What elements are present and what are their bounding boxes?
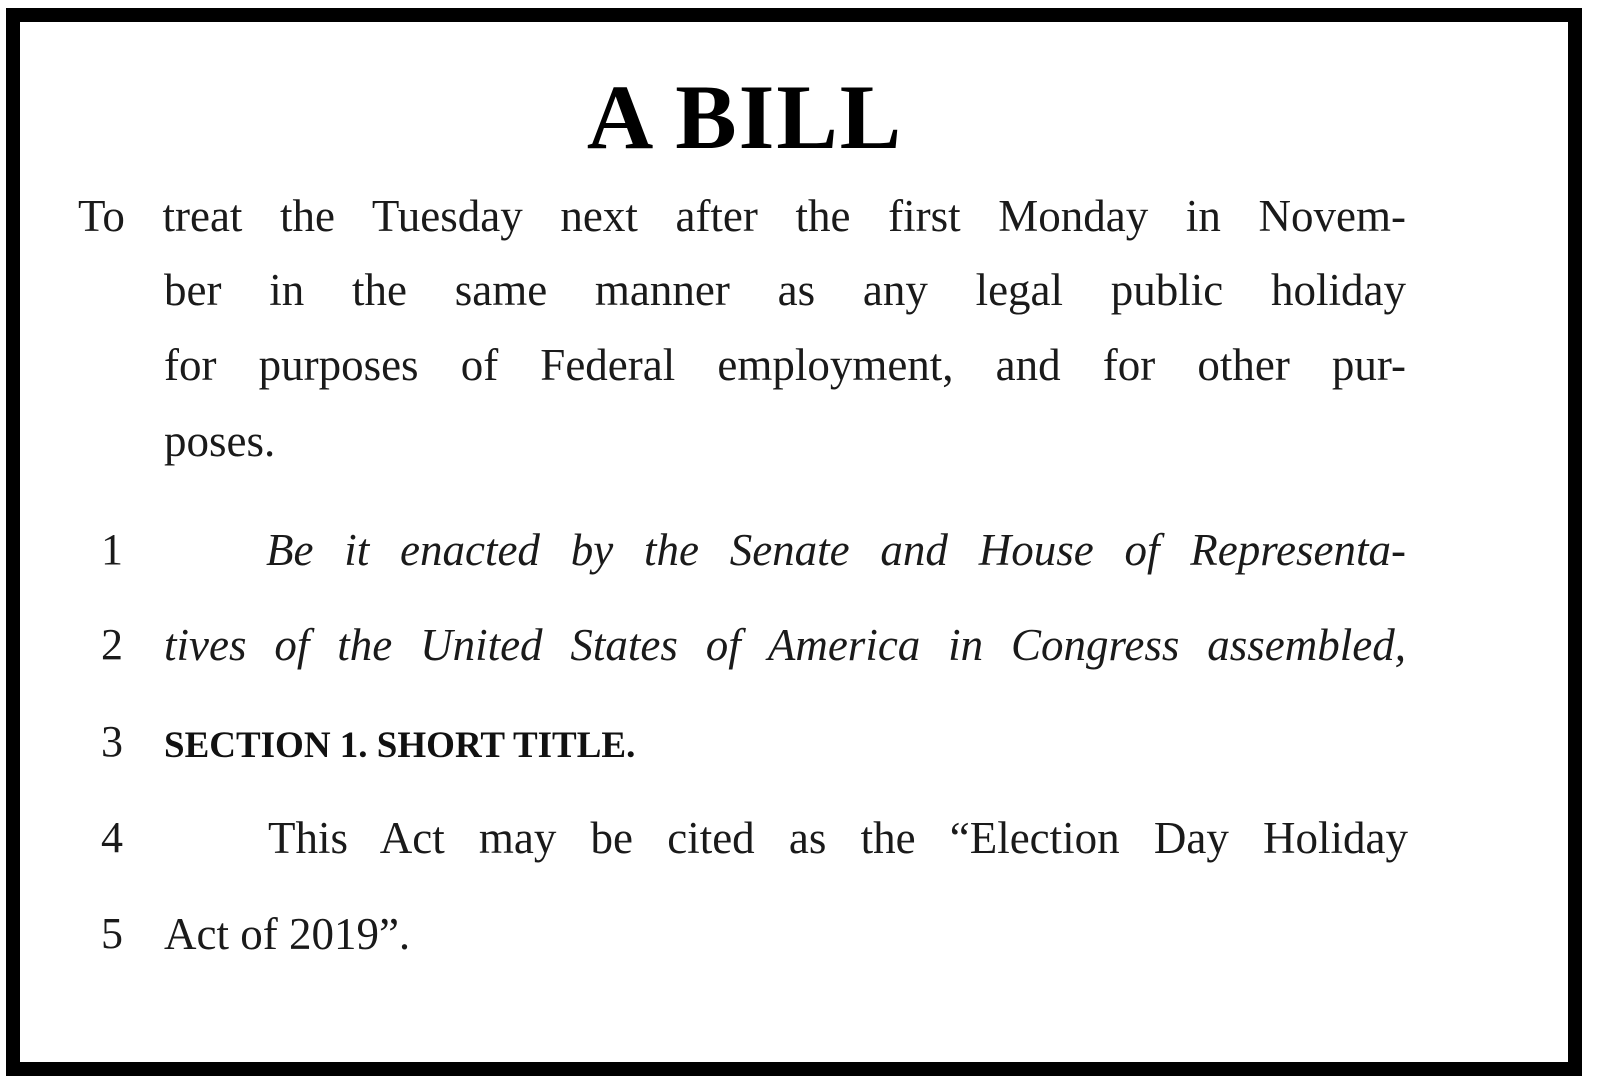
short-title-line-1: This Act may be cited as the “Election Day Holiday bbox=[268, 813, 1408, 863]
line-number: 4 bbox=[101, 813, 123, 862]
short-title-line-2: Act of 2019”. bbox=[164, 909, 411, 959]
bill-title: A BILL bbox=[586, 66, 904, 168]
line-number: 2 bbox=[101, 620, 123, 669]
purpose-line-4: poses. bbox=[164, 416, 276, 466]
line-number: 3 bbox=[101, 717, 123, 766]
purpose-line-1: To treat the Tuesday next after the first Monday in Novem- bbox=[78, 191, 1406, 241]
section-heading: SECTION 1. SHORT TITLE. bbox=[164, 725, 636, 766]
enacting-clause-line-2: tives of the United States of America in Congress assembled, bbox=[164, 620, 1406, 670]
purpose-line-2: ber in the same manner as any legal public holiday bbox=[164, 265, 1406, 315]
enacting-clause-line-1: Be it enacted by the Senate and House of Representa- bbox=[266, 525, 1406, 575]
purpose-line-3: for purposes of Federal employment, and for other pur- bbox=[164, 340, 1406, 390]
line-number: 1 bbox=[101, 525, 123, 574]
line-number: 5 bbox=[101, 909, 123, 958]
